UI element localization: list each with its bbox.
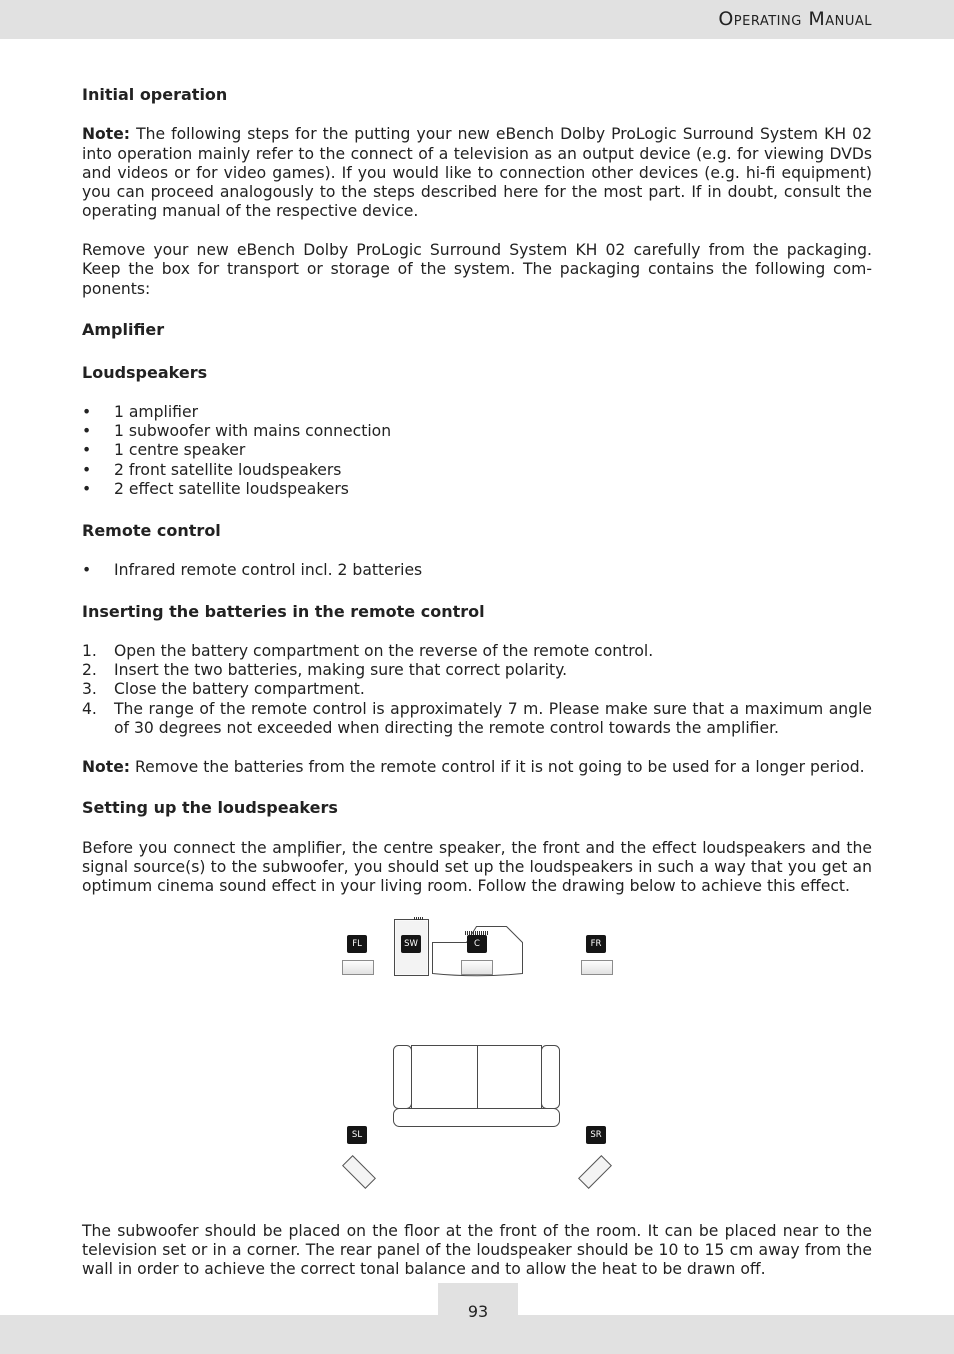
label-sl: SL: [347, 1126, 367, 1144]
bullet-marker: •: [82, 460, 92, 479]
section-heading: Amplifier: [82, 320, 165, 340]
speaker-sr: [579, 1155, 612, 1188]
speaker-sl: [343, 1155, 376, 1188]
list-item: [82, 700, 872, 739]
couch-left-arm: [394, 1045, 412, 1108]
label-c: C: [467, 935, 487, 953]
speaker-fl: [342, 960, 374, 975]
label-fr: FR: [586, 935, 606, 953]
list-number: 4.: [82, 699, 97, 718]
page-content: [82, 83, 872, 1299]
bullet-list: [82, 403, 872, 499]
bullet-marker: •: [82, 422, 92, 441]
list-item-text: Infrared remote control incl. 2 batteries: [114, 560, 423, 579]
list-item-text: 1 amplifier: [114, 402, 199, 421]
note-paragraph: [82, 758, 872, 777]
list-number: 2.: [82, 661, 97, 680]
paragraph: Remove your new eBench Dolby ProLogic Surround System KH 02 carefully from the packaging. Keep the box for transport or storage of the system. The packaging contains the following com-ponents:: [82, 241, 872, 298]
list-item-text: 2 effect satellite loudspeakers: [114, 480, 349, 499]
label-sr: SR: [586, 1126, 606, 1144]
speaker-c: [461, 960, 493, 975]
couch-front: [394, 1108, 560, 1126]
bullet-list: [82, 561, 872, 580]
list-item: [82, 642, 872, 661]
paragraph: The subwoofer should be placed on the floor at the front of the room. It can be placed near to the television set or in a corner. The rear panel of the loudspeaker should be 10 to 15 cm away from the wall in order to achieve the correct tonal balance and to allow the heat to be drawn off.: [82, 1221, 872, 1279]
list-item-text: 1 subwoofer with mains connection: [114, 422, 392, 441]
list-item: [82, 461, 872, 480]
bullet-marker: •: [82, 402, 92, 421]
bullet-marker: •: [82, 560, 92, 579]
list-item: [82, 403, 872, 422]
section-heading: Initial operation: [82, 85, 228, 104]
section-heading: Setting up the loudspeakers: [82, 798, 338, 818]
list-item: [82, 561, 872, 580]
header-title: Operating Manual: [718, 8, 872, 30]
label-sw: SW: [401, 935, 421, 953]
page-number: 93: [467, 1302, 489, 1321]
note-text: Remove the batteries from the remote control if it is not going to be used for a longer period.: [135, 757, 865, 776]
list-item: [82, 661, 872, 680]
speaker-fr: [581, 960, 613, 975]
label-fl: FL: [347, 935, 367, 953]
list-item-text: Open the battery compartment on the reverse of the remote control.: [114, 641, 654, 660]
list-item: [82, 480, 872, 499]
list-item-text: The range of the remote control is approximately 7 m. Please make sure that a maximum angle of 30 degrees not exceeded when directing the remote control towards the amplifier.: [114, 699, 872, 738]
section-heading: Inserting the batteries in the remote control: [82, 601, 485, 621]
section-heading: Loudspeakers: [82, 362, 208, 382]
list-number: 1.: [82, 641, 97, 660]
numbered-list: [82, 642, 872, 738]
note-label: Note:: [82, 757, 131, 776]
list-item-text: Insert the two batteries, making sure that correct polarity.: [114, 661, 568, 680]
speaker-placement-diagram: [82, 916, 872, 1206]
note-label: Note:: [82, 125, 131, 144]
list-item: [82, 441, 872, 460]
list-number: 3.: [82, 680, 97, 699]
list-item-text: 1 centre speaker: [114, 441, 246, 460]
couch-right-arm: [542, 1045, 560, 1108]
bullet-marker: •: [82, 480, 92, 499]
note-text: The following steps for the putting your new eBench Dolby ProLogic Surround System KH 02 into operation mainly refer to the connect of a television as an output device (e.g. for viewing DVDs and videos or for video games). If you would like to connection other devices (e.g. hi-fi equipment) you can proceed analogously to the steps described here for the most part. If in doubt, consult the operating manual of the respective device.: [82, 125, 872, 221]
list-item: [82, 680, 872, 699]
bullet-marker: •: [82, 441, 92, 460]
section-heading: Remote control: [82, 520, 221, 540]
paragraph: Before you connect the amplifier, the centre speaker, the front and the effect loudspeakers and the signal source(s) to the subwoofer, you should set up the loudspeakers in such a way that you get an optimum cinema sound effect in your living room. Follow the drawing below to achieve this effect.: [82, 838, 872, 896]
note-paragraph: [82, 125, 872, 221]
list-item-text: Close the battery compartment.: [114, 680, 365, 699]
couch-seat: [412, 1045, 542, 1108]
list-item: [82, 422, 872, 441]
list-item-text: 2 front satellite loudspeakers: [114, 460, 342, 479]
